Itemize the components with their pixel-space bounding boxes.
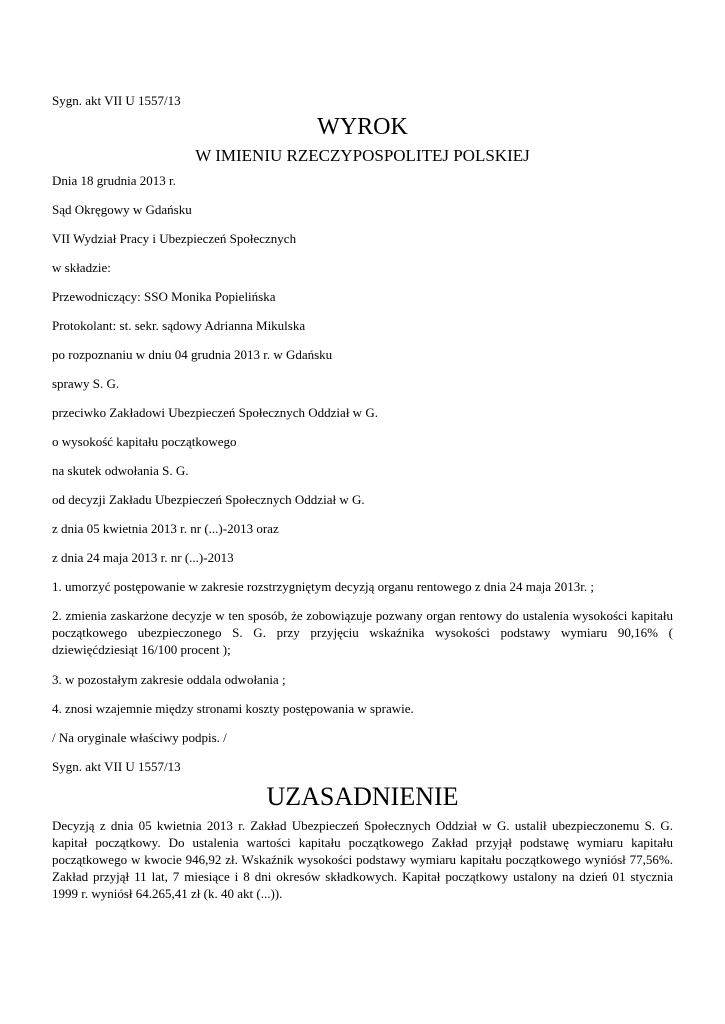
court-division: VII Wydział Pracy i Ubezpieczeń Społecznych: [52, 231, 297, 246]
chair-line: Przewodniczący: SSO Monika Popielińska: [52, 289, 276, 304]
signature-note: / Na oryginale właściwy podpis. /: [52, 730, 227, 745]
against-line: przeciwko Zakładowi Ubezpieczeń Społecznych Oddział w G.: [52, 405, 378, 420]
decision-from-line: od decyzji Zakładu Ubezpieczeń Społecznych Oddział w G.: [52, 492, 365, 507]
composition-label: w składzie:: [52, 260, 111, 275]
case-signature-top: Sygn. akt VII U 1557/13: [52, 93, 181, 108]
ruling-point-2: 2. zmienia zaskarżone decyzje w ten sposób, że zobowiązuje pozwany organ rentowy do ustalenia wysokości kapitału początkowego ubezpieczonego S. G. przy przyjęciu wskaźnika wysokości podstawy wymiaru 90,16% ( dziewięćdziesiąt 16/100 procent );: [52, 608, 673, 657]
hearing-line: po rozpoznaniu w dniu 04 grudnia 2013 r. w Gdańsku: [52, 347, 333, 362]
subject-line: o wysokość kapitału początkowego: [52, 434, 237, 449]
justification-paragraph: Decyzją z dnia 05 kwietnia 2013 r. Zakład Ubezpieczeń Społecznych Oddział w G. ustalił ubezpieczonemu S. G. kapitał początkowy. Do ustalenia wartości kapitału początkowego Zakład przyjął podstawę wymiaru kapitału początkowego w kwocie 946,92 zł. Wskaźnik wysokości podstawy wymiaru kapitału początkowego wyniósł 77,56%. Zakład przyjął 11 lat, 7 miesiące i 8 dni okresów składkowych. Kapitał początkowy ustalony na dzień 01 stycznia 1999 r. wyniósł 64.265,41 zł (k. 40 akt (...)).: [52, 818, 673, 901]
ruling-point-4: 4. znosi wzajemnie między stronami koszty postępowania w sprawie.: [52, 701, 414, 716]
decision-date-2: z dnia 24 maja 2013 r. nr (...)-2013: [52, 550, 234, 565]
ruling-point-3: 3. w pozostałym zakresie oddala odwołania ;: [52, 672, 286, 687]
appeal-line: na skutek odwołania S. G.: [52, 463, 189, 478]
verdict-subtitle: W IMIENIU RZECZYPOSPOLITEJ POLSKIEJ: [195, 146, 530, 165]
ruling-point-1: 1. umorzyć postępowanie w zakresie rozstrzygniętym decyzją organu rentowego z dnia 24 maja 2013r. ;: [52, 579, 594, 594]
court-name: Sąd Okręgowy w Gdańsku: [52, 202, 192, 217]
case-line: sprawy S. G.: [52, 376, 120, 391]
clerk-line: Protokolant: st. sekr. sądowy Adrianna Mikulska: [52, 318, 306, 333]
verdict-date: Dnia 18 grudnia 2013 r.: [52, 173, 176, 188]
case-signature-bottom: Sygn. akt VII U 1557/13: [52, 759, 181, 774]
decision-date-1: z dnia 05 kwietnia 2013 r. nr (...)-2013 oraz: [52, 521, 279, 536]
justification-title: UZASADNIENIE: [266, 782, 459, 811]
verdict-title: WYROK: [317, 114, 408, 140]
